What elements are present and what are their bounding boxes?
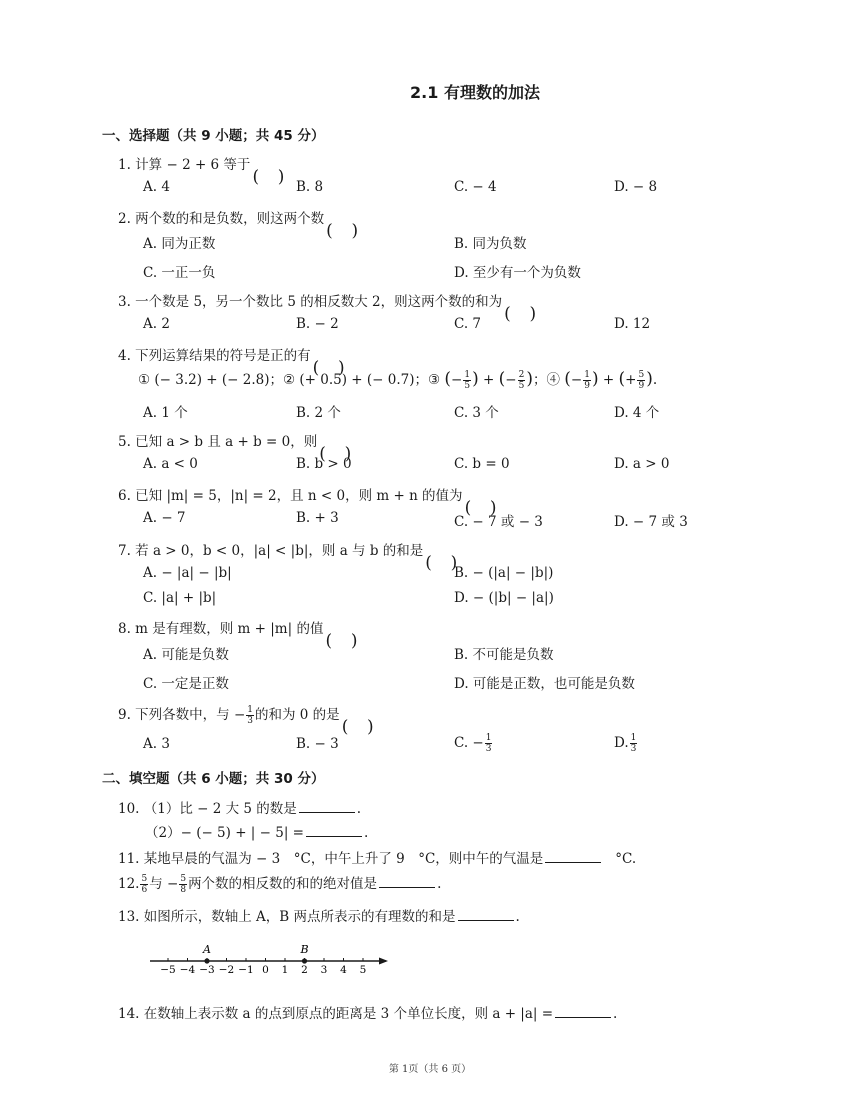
option-c: C. − 4 xyxy=(454,179,497,195)
option-a: A. 1 个 xyxy=(143,405,188,421)
option-a: A. 2 xyxy=(143,316,170,332)
option-d: D. − 7 或 3 xyxy=(614,514,688,530)
answer-blank[interactable] xyxy=(545,850,601,863)
number-line-tick-label: −2 xyxy=(218,964,235,976)
option-b: B. 不可能是负数 xyxy=(454,647,554,663)
question-7 xyxy=(118,539,459,559)
fraction: $\frac{1}{9}$ xyxy=(584,370,590,391)
answer-blank[interactable] xyxy=(555,1005,611,1018)
option-a: A. − |a| − |b| xyxy=(143,565,232,581)
number-line-figure xyxy=(148,938,398,978)
number-line-tick-label: 3 xyxy=(320,964,328,976)
option-d: D. − (|b| − |a|) xyxy=(454,590,554,606)
option-a: A. 3 xyxy=(143,736,170,752)
question-stem: 3. 一个数是 5，另一个数比 5 的相反数大 2，则这两个数的和为 xyxy=(118,294,503,310)
number-line-tick-label: 5 xyxy=(359,964,367,976)
question-6 xyxy=(118,484,499,504)
question-5 xyxy=(118,430,353,450)
number-line-tick-label: −4 xyxy=(179,964,196,976)
section-heading-fill: 二、填空题（共 6 小题；共 30 分） xyxy=(102,771,325,787)
question-12: 12. $\frac{5}{6}$ 与 − $\frac{5}{8}$ 两个数的相反数的和的绝对值是 . xyxy=(118,874,442,895)
option-b: B. − (|a| − |b|) xyxy=(454,565,554,581)
fraction: $\frac{1}{3}$ xyxy=(485,733,492,754)
question-1 xyxy=(118,153,286,173)
question-4-expressions: ① (− 3.2) + (− 2.8)；② (+ 0.5) + (− 0.7)；③ (− $\frac{1}{5}$ ) + (− $\frac{2}{5}$ )；④ (− $\frac{1}{9}$ ) + (+ $\frac{5}{9}$ ). xyxy=(138,369,658,391)
option-d: D. 至少有一个为负数 xyxy=(454,265,581,281)
fraction: $\frac{5}{9}$ xyxy=(638,370,645,391)
question-14: 14. 在数轴上表示数 a 的点到原点的距离是 3 个单位长度，则 a + |a| = . xyxy=(118,1006,618,1022)
question-stem: 8. m 是有理数，则 m + |m| 的值 xyxy=(118,621,324,637)
question-9 xyxy=(118,703,376,726)
question-3 xyxy=(118,290,538,310)
page-footer: 第 1页（共 6 页） xyxy=(388,1064,472,1075)
expression-text: ① (− 3.2) + (− 2.8)；② (+ 0.5) + (− 0.7)；③ xyxy=(138,372,441,388)
fraction: $\frac{2}{5}$ xyxy=(518,370,525,391)
question-stem-pre: 9. 下列各数中，与 − xyxy=(118,707,246,723)
section-heading-choice: 一、选择题（共 9 小题；共 45 分） xyxy=(102,128,325,144)
option-b: B. b > 0 xyxy=(296,456,352,472)
point-b-label: B xyxy=(300,943,309,956)
point-a-dot xyxy=(204,958,209,963)
option-b: B. − 3 xyxy=(296,736,339,752)
question-stem: 5. 已知 a > b 且 a + b = 0，则 xyxy=(118,434,318,450)
fraction: $\frac{5}{6}$ xyxy=(141,874,148,895)
option-c: C. b = 0 xyxy=(454,456,510,472)
option-c: C. 一正一负 xyxy=(143,265,216,281)
option-d: D. − 8 xyxy=(614,179,658,195)
question-10-part-2: （2）− (− 5) + | − 5| = . xyxy=(145,825,369,841)
option-c: C. − 7 或 − 3 xyxy=(454,514,543,530)
option-a: A. 4 xyxy=(143,179,170,195)
option-a: A. 同为正数 xyxy=(143,236,216,252)
option-d: D. 可能是正数，也可能是负数 xyxy=(454,676,635,692)
number-line-tick-label: −5 xyxy=(160,964,176,976)
fraction: $\frac{5}{8}$ xyxy=(180,874,187,895)
option-a: A. 可能是负数 xyxy=(143,647,229,663)
question-stem: 6. 已知 |m| = 5，|n| = 2，且 n < 0，则 m + n 的值为 xyxy=(118,488,463,504)
question-stem: 4. 下列运算结果的符号是正的有 xyxy=(118,348,311,364)
option-c: C. |a| + |b| xyxy=(143,590,217,606)
answer-blank[interactable] xyxy=(379,875,435,888)
option-d: D. $\frac{1}{3}$ xyxy=(614,733,637,754)
point-b-dot xyxy=(302,958,307,963)
answer-blank[interactable] xyxy=(458,908,514,921)
question-stem: 7. 若 a > 0，b < 0，|a| < |b|，则 a 与 b 的和是 xyxy=(118,543,424,559)
option-a: A. − 7 xyxy=(143,510,186,526)
fraction: $\frac{1}{3}$ xyxy=(247,705,254,726)
number-line-tick-label: 1 xyxy=(281,964,289,976)
fraction: $\frac{1}{5}$ xyxy=(464,370,471,391)
number-line-tick-label: −1 xyxy=(238,964,254,976)
option-b: B. 同为负数 xyxy=(454,236,527,252)
option-d: D. a > 0 xyxy=(614,456,670,472)
option-c: C. 一定是正数 xyxy=(143,676,229,692)
number-line-tick-label: 0 xyxy=(262,964,269,976)
number-line-tick-label: 2 xyxy=(301,964,308,976)
arrow-icon xyxy=(379,958,388,965)
question-13: 13. 如图所示，数轴上 A，B 两点所表示的有理数的和是 . xyxy=(118,909,520,925)
question-stem-post: 的和为 0 的是 xyxy=(255,707,340,723)
point-a-label: A xyxy=(203,943,211,956)
number-line-tick-label: −3 xyxy=(199,964,215,976)
option-d: D. 12 xyxy=(614,316,651,332)
page-title: 2.1 有理数的加法 xyxy=(410,83,540,102)
answer-blank[interactable] xyxy=(299,800,355,813)
question-stem: 1. 计算 − 2 + 6 等于 xyxy=(118,157,251,173)
number-line-tick-label: 4 xyxy=(340,964,347,976)
option-b: B. + 3 xyxy=(296,510,339,526)
question-8 xyxy=(118,617,359,637)
fraction: $\frac{1}{3}$ xyxy=(630,733,637,754)
question-2 xyxy=(118,207,360,227)
question-4 xyxy=(118,344,347,364)
option-c: C. 7 xyxy=(454,316,482,332)
question-stem: 2. 两个数的和是负数，则这两个数 xyxy=(118,211,325,227)
option-a: A. a < 0 xyxy=(143,456,198,472)
option-b: B. 2 个 xyxy=(296,405,341,421)
option-c: C. 3 个 xyxy=(454,405,499,421)
option-d: D. 4 个 xyxy=(614,405,660,421)
option-b: B. − 2 xyxy=(296,316,339,332)
answer-blank[interactable] xyxy=(306,824,362,837)
option-c: C. − $\frac{1}{3}$ xyxy=(454,733,492,754)
question-11: 11. 某地早晨的气温为 − 3 °C，中午上升了 9 °C，则中午的气温是 °C. xyxy=(118,851,637,867)
number-line-labels xyxy=(160,964,366,976)
question-10-part-1: 10. （1）比 − 2 大 5 的数是 . xyxy=(118,801,362,817)
option-b: B. 8 xyxy=(296,179,324,195)
